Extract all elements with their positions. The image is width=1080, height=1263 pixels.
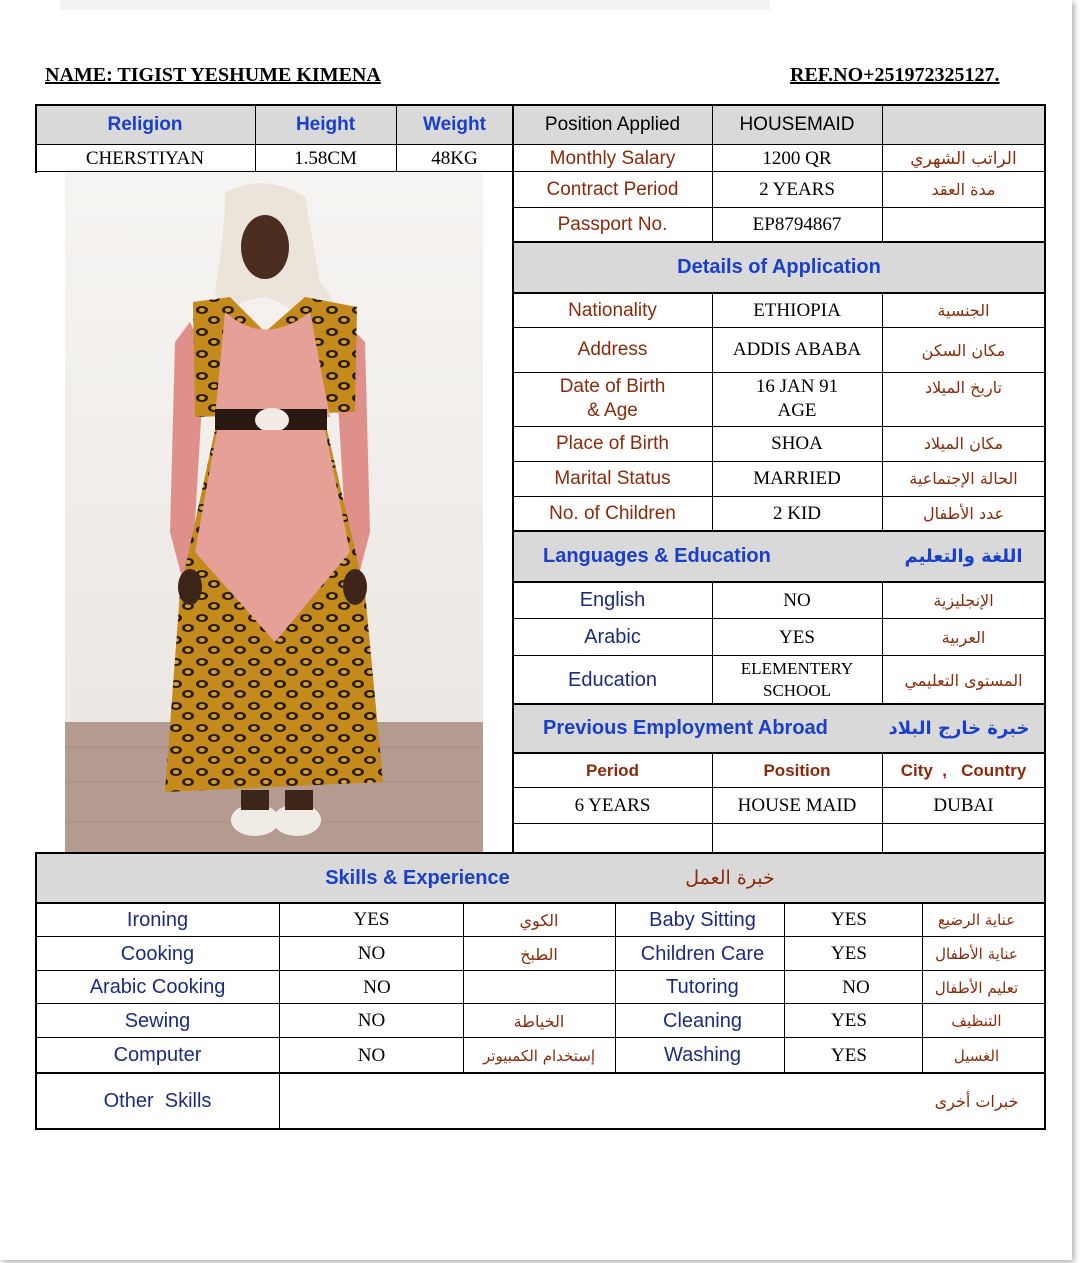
city-country-header: City , Country [900, 760, 1027, 780]
position-ar-cell [882, 105, 1045, 145]
education-value-line2: SCHOOL [762, 681, 831, 700]
skill-computer-label: Computer [113, 1044, 202, 1066]
salary-value: 1200 QR [762, 147, 832, 169]
period-header: Period [586, 760, 639, 780]
marital-value: MARRIED [753, 467, 841, 489]
english-label: English [579, 589, 646, 611]
children-value: 2 KID [772, 502, 822, 524]
height-value: 1.58CM [294, 147, 357, 169]
education-label: Education [568, 668, 657, 691]
position-label: Position Applied [513, 105, 712, 145]
address-label: Address [577, 339, 648, 360]
position-header: Position [763, 760, 831, 780]
english-value: NO [783, 589, 811, 611]
other-skills-label: Other Skills [103, 1089, 212, 1112]
weight-value: 48KG [431, 147, 478, 169]
height-label: Height [255, 105, 396, 145]
religion-label: Religion [35, 105, 255, 145]
skill-cleaning-label: Cleaning [663, 1009, 742, 1032]
address-ar: مكان السكن [921, 340, 1006, 360]
skill-cooking-value: NO [357, 943, 386, 964]
skill-tutoring-label: Tutoring [666, 976, 739, 998]
arabic-ar: العربية [941, 628, 986, 647]
top-strip [60, 0, 770, 10]
passport-label: Passport No. [557, 213, 668, 235]
details-title: Details of Application [513, 242, 1045, 293]
education-ar: المستوى التعليمي [904, 670, 1023, 690]
employment-title-ar: خبرة خارج البلاد [888, 718, 1030, 739]
nationality-value: ETHIOPIA [753, 299, 841, 321]
arabic-value: YES [779, 626, 815, 648]
english-ar: الإنجليزية [933, 591, 994, 610]
salary-ar: الراتب الشهري [910, 148, 1017, 169]
skill-computer-ar: إستخدام الكمبيوتر [483, 1046, 595, 1065]
nationality-ar: الجنسية [937, 301, 990, 320]
skill-cooking-ar: الطبخ [520, 944, 558, 964]
employment-position: HOUSE MAID [737, 795, 857, 816]
reference-number: REF.NO+251972325127. [790, 64, 1000, 86]
contract-period-ar: مدة العقد [931, 180, 996, 199]
skill-ironing-label: Ironing [126, 908, 189, 931]
marital-label: Marital Status [554, 467, 671, 489]
dob-value-line1: 16 JAN 91 [755, 376, 839, 397]
children-label: No. of Children [549, 502, 676, 524]
nationality-label: Nationality [568, 299, 657, 321]
skill-arabic-cooking-value: NO [363, 976, 391, 998]
skill-cleaning-value: YES [831, 1010, 867, 1031]
candidate-name: NAME: TIGIST YESHUME KIMENA [45, 64, 381, 86]
skills-title-ar: خبرة العمل [685, 867, 775, 889]
skill-sewing-value: NO [357, 1010, 386, 1031]
languages-title-ar: اللغة والتعليم [904, 546, 1023, 567]
skill-washing-ar: الغسيل [953, 1046, 1000, 1065]
skills-title: Skills & Experience [325, 866, 510, 889]
weight-label: Weight [396, 105, 513, 145]
skill-children-care-value: YES [831, 943, 867, 964]
skill-tutoring-ar: تعليم الأطفال [934, 978, 1019, 997]
position-value: HOUSEMAID [712, 105, 882, 145]
salary-label: Monthly Salary [549, 147, 676, 169]
skill-cleaning-ar: التنظيف [951, 1012, 1002, 1030]
skill-children-care-ar: عناية الأطفال [935, 945, 1018, 963]
children-ar: عدد الأطفال [922, 504, 1005, 523]
employment-title: Previous Employment Abroad [543, 717, 828, 739]
marital-ar: الحالة الإجتماعية [909, 469, 1018, 488]
education-value-line1: ELEMENTERY [740, 659, 854, 678]
employment-period: 6 YEARS [574, 795, 651, 816]
employment-city: DUBAI [933, 795, 994, 816]
dob-value-line2: AGE [777, 400, 817, 421]
skill-arabic-cooking-label: Arabic Cooking [89, 976, 226, 998]
candidate-photo [65, 172, 483, 852]
candidate-photo-illustration [65, 172, 483, 852]
skill-baby-sitting-ar: عناية الرضيع [937, 911, 1016, 929]
dob-value [712, 372, 882, 426]
skill-ironing-value: YES [353, 909, 390, 930]
birthplace-value: SHOA [771, 432, 823, 454]
education-value [712, 656, 882, 704]
dob-label-line2: & Age [587, 400, 638, 421]
address-value: ADDIS ABABA [732, 339, 862, 360]
skill-sewing-ar: الخياطة [513, 1011, 565, 1031]
dob-label [513, 372, 712, 426]
languages-title: Languages & Education [543, 545, 771, 567]
skill-ironing-ar: الكوي [519, 910, 559, 930]
skill-baby-sitting-value: YES [831, 909, 867, 930]
religion-value: CHERSTIYAN [85, 147, 205, 169]
contract-period-value: 2 YEARS [759, 178, 835, 200]
other-skills-ar: خبرات أخرى [934, 1091, 1019, 1111]
dob-label-line1: Date of Birth [559, 376, 666, 397]
birthplace-ar: مكان الميلاد [923, 434, 1004, 453]
arabic-label: Arabic [584, 626, 641, 648]
skill-children-care-label: Children Care [640, 942, 765, 965]
skill-sewing-label: Sewing [124, 1009, 191, 1032]
skill-washing-value: YES [831, 1044, 867, 1066]
skill-tutoring-value: NO [842, 976, 870, 998]
passport-value: EP8794867 [752, 213, 842, 235]
skill-washing-label: Washing [663, 1044, 742, 1066]
skill-computer-value: NO [357, 1044, 386, 1066]
skill-cooking-label: Cooking [120, 942, 195, 965]
dob-ar: تاريخ الميلاد [925, 377, 1002, 397]
birthplace-label: Place of Birth [556, 432, 669, 454]
contract-period-label: Contract Period [546, 178, 679, 200]
skill-baby-sitting-label: Baby Sitting [649, 908, 756, 931]
